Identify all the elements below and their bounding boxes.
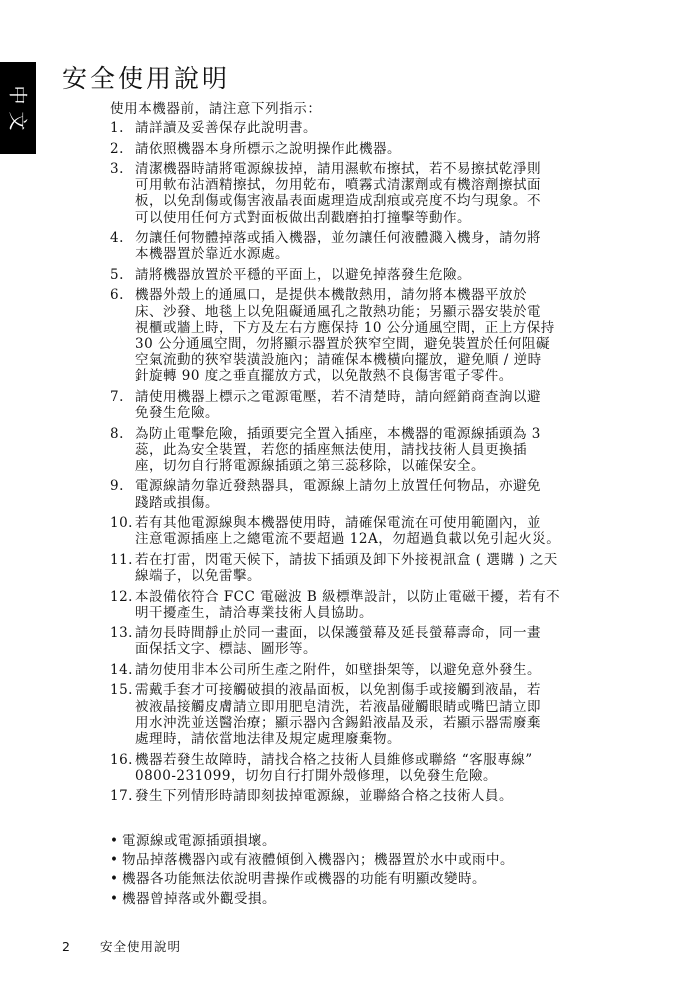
list-item [110,141,632,157]
list-item-number: 15. [110,682,133,699]
bullet-icon: • [110,890,119,907]
list-item-text-line: 注意電源插座上之總電流不要超過 12A，勿超過負載以免引起火災。 [135,531,561,548]
list-item-number: 9. [110,478,124,495]
list-item-number: 17. [110,788,133,805]
list-item-text-line: 處理時，請依當地法律及規定處理廢棄物。 [135,731,401,748]
list-item [110,426,632,475]
condition-bullet-list [110,833,514,910]
list-item-number: 11. [110,551,133,568]
page-title: 安全使用說明 [62,64,231,93]
list-item-text-line: 可以使用任何方式對面板做出刮戳磨拍打撞擊等動作。 [135,209,471,226]
list-item-text-line: 免發生危險。 [135,405,219,422]
list-item [110,478,632,510]
list-item-text-line: 為防止電擊危險，插頭要完全置入插座，本機器的電源線插頭為 3 [135,425,541,442]
list-item-text-line: 被液晶接觸皮膚請立即用肥皂清洗，若液晶碰觸眼睛或嘴巴請立即 [135,698,541,715]
language-tab-char: 中 [6,85,29,105]
list-item-number: 13. [110,625,133,642]
list-item-text-line: 請將機器放置於平穩的平面上，以避免掉落發生危險。 [135,266,471,283]
list-item-number: 8. [110,425,124,442]
language-tab [0,62,36,154]
list-item-text-line: 板，以免刮傷或傷害液晶表面處理造成刮痕或亮度不均勻現象。不 [135,193,541,210]
list-item [110,267,632,283]
list-item-text-line: 座，切勿自行將電源線插頭之第三蕊移除，以確保安全。 [135,457,485,474]
list-item-text-line: 明干擾產生，請洽專業技術人員協助。 [135,604,373,621]
list-item-text-line: 蕊，此為安全裝置，若您的插座無法使用，請找技術人員更換插 [135,441,527,458]
list-item-number: 7. [110,388,124,405]
list-item-number: 1. [110,120,124,136]
list-item-number: 6. [110,287,124,304]
list-item-text-line: 電源線請勿靠近發熱器具，電源線上請勿上放置任何物品，亦避免 [135,478,541,495]
list-item-text-line: 勿讓任何物體掉落或插入機器，並勿讓任何液體濺入機身，請勿將 [135,230,541,247]
list-item-text-line: 用水沖洗並送醫治療；顯示器內含錫鉛液晶及汞，若顯示器需廢棄 [135,714,541,731]
bullet-text: 電源線或電源插頭損壞。 [122,833,276,849]
list-item-text-line: 若有其他電源線與本機器使用時，請確保電流在可使用範圍內，並 [135,515,541,532]
list-item-text-line: 針旋轉 90 度之垂直擺放方式，以免散熱不良傷害電子零件。 [135,368,513,385]
list-item [110,161,632,226]
list-item [110,230,632,262]
list-item-text-line: 若在打雷，閃電天候下，請拔下插頭及卸下外接視訊盒 ( 選購 ) 之天 [135,551,558,568]
language-tab-char: 文 [6,111,29,131]
list-item [110,389,632,421]
list-item-text-line: 請使用機器上標示之電源電壓，若不清楚時，請向經銷商查詢以避 [135,388,541,405]
footer-section-title: 安全使用說明 [99,939,181,954]
list-item-number: 12. [110,588,133,605]
page-number: 2 [62,939,71,954]
list-item-text-line: 機器外殼上的通風口，是提供本機散熱用，請勿將本機器平放於 [135,287,527,304]
list-item-text-line: 空氣流動的狹窄裝潢設施內；請確保本機橫向擺放，避免順 / 逆時 [135,352,542,369]
bullet-text: 機器曾掉落或外觀受損。 [122,890,276,907]
bullet-icon: • [110,833,119,849]
list-item-text-line: 需戴手套才可接觸破損的液晶面板，以免割傷手或接觸到液晶，若 [135,682,541,699]
bullet-item [110,891,514,907]
list-item-text-line: 線端子，以免雷擊。 [135,568,261,585]
list-item [110,682,632,747]
list-item-number: 14. [110,661,133,678]
list-item-number: 5. [110,266,124,283]
list-item-text-line: 發生下列情形時請即刻拔掉電源線，並聯絡合格之技術人員。 [135,788,513,805]
list-item-text-line: 本設備依符合 FCC 電磁波 B 級標準設計，以防止電磁干擾，若有不 [135,588,561,605]
list-item-number: 4. [110,230,124,247]
list-item [110,552,632,584]
list-item [110,662,632,678]
bullet-icon: • [110,871,119,888]
list-item-text-line: 視櫃或牆上時，下方及左右方應保持 10 公分通風空間，正上方保持 [135,319,555,336]
list-item [110,120,632,136]
bullet-icon: • [110,852,119,869]
list-item-number: 16. [110,751,133,768]
list-item-text-line: 請勿長時間靜止於同一畫面，以保護螢幕及延長螢幕壽命，同一畫 [135,625,541,642]
list-item [110,589,632,621]
bullet-item [110,852,514,868]
list-item-text-line: 本機器置於靠近水源處。 [135,246,289,263]
list-item-text-line: 機器若發生故障時，請找合格之技術人員維修或聯絡 “客服專線” [135,751,533,768]
list-item [110,625,632,657]
list-item-text-line: 清潔機器時請將電源線拔掉，請用濕軟布擦拭，若不易擦拭乾淨則 [135,161,541,177]
list-item-text-line: 踐踏或損傷。 [135,494,219,511]
bullet-item [110,833,514,849]
list-item [110,515,632,547]
bullet-text: 機器各功能無法依說明書操作或機器的功能有明顯改變時。 [122,871,486,888]
list-item-text-line: 30 公分通風空間，勿將顯示器置於狹窄空間，避免裝置於任何阻礙 [135,335,550,352]
page-footer [62,937,181,955]
bullet-text: 物品掉落機器內或有液體傾倒入機器內；機器置於水中或雨中。 [122,852,514,869]
list-item-number: 2. [110,140,124,157]
list-item-number: 10. [110,515,133,532]
safety-instructions-list [110,120,632,809]
list-item [110,752,632,784]
list-item-text-line: 0800-231099，切勿自行打開外殼修理，以免發生危險。 [135,767,497,784]
list-item [110,788,632,804]
list-item-text-line: 面保括文字、標誌、圖形等。 [135,641,317,658]
list-item [110,287,632,384]
list-item-text-line: 請詳讀及妥善保存此說明書。 [135,120,317,136]
bullet-item [110,871,514,887]
list-item-text-line: 可用軟布沾酒精擦拭，勿用乾布，噴霧式清潔劑或有機溶劑擦拭面 [135,177,541,194]
list-item-text-line: 請勿使用非本公司所生產之附件，如壁掛架等，以避免意外發生。 [135,661,541,678]
list-item-text-line: 床、沙發、地毯上以免阻礙通風孔之散熱功能；另顯示器安裝於電 [135,303,541,320]
list-item-text-line: 請依照機器本身所標示之說明操作此機器。 [135,140,401,157]
list-item-number: 3. [110,161,124,177]
intro-text: 使用本機器前，請注意下列指示： [110,101,322,117]
